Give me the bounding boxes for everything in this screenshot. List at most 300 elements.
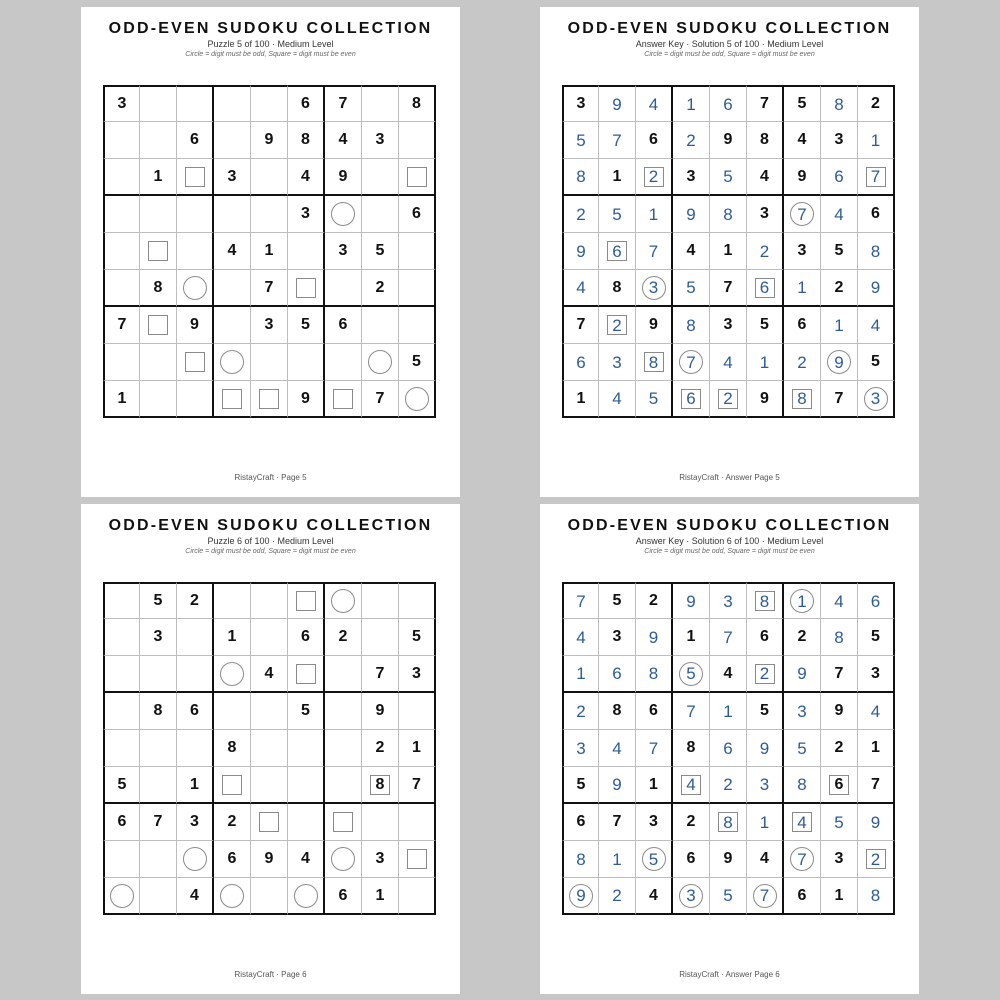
given-digit: 7	[723, 278, 733, 296]
given-digit: 2	[190, 592, 199, 609]
sudoku-grid	[103, 85, 436, 418]
given-digit: 7	[117, 316, 127, 333]
given-digit: 1	[612, 167, 622, 185]
sudoku-cell	[784, 344, 821, 381]
sudoku-cell	[251, 730, 288, 767]
given-digit: 5	[760, 316, 769, 333]
solution-digit: 6	[576, 352, 586, 372]
solution-digit: 3	[686, 886, 696, 905]
sudoku-cell	[747, 767, 784, 804]
sudoku-cell	[288, 878, 325, 915]
answer-page-5	[540, 7, 919, 497]
sudoku-cell	[362, 656, 399, 693]
solution-digit: 9	[759, 738, 770, 758]
given-digit: 6	[301, 628, 310, 645]
sudoku-cell	[673, 730, 710, 767]
solution-digit: 1	[797, 278, 807, 297]
rules-legend: Circle = digit must be odd, Square = digit must be even	[644, 51, 815, 58]
sudoku-cell	[325, 122, 362, 159]
sudoku-cell	[251, 233, 288, 270]
solution-digit: 5	[648, 849, 659, 869]
sudoku-cell	[784, 233, 821, 270]
sudoku-cell	[140, 85, 177, 122]
sudoku-cell	[103, 693, 140, 730]
given-digit: 9	[723, 850, 733, 867]
given-digit: 3	[834, 131, 844, 148]
sudoku-cell	[562, 656, 599, 693]
sudoku-cell	[710, 196, 747, 233]
given-digit: 1	[576, 389, 586, 407]
sudoku-cell	[673, 878, 710, 915]
page-title: ODD-EVEN SUDOKU COLLECTION	[108, 517, 433, 534]
even-square-marker	[185, 352, 205, 372]
sudoku-grid	[103, 582, 436, 915]
sudoku-cell	[858, 730, 895, 767]
sudoku-cell	[599, 159, 636, 196]
given-digit: 4	[301, 850, 310, 867]
even-square-marker	[296, 664, 316, 684]
given-digit: 3	[338, 242, 348, 259]
sudoku-cell	[858, 270, 895, 307]
sudoku-cell	[710, 233, 747, 270]
solution-digit: 9	[612, 94, 622, 114]
sudoku-cell	[821, 804, 858, 841]
solution-digit: 8	[648, 352, 659, 372]
sudoku-cell	[710, 159, 747, 196]
sudoku-cell	[821, 122, 858, 159]
sudoku-cell	[747, 233, 784, 270]
solution-digit: 4	[797, 812, 807, 832]
given-digit: 4	[797, 131, 807, 148]
sudoku-cell	[710, 122, 747, 159]
sudoku-cell	[140, 841, 177, 878]
sudoku-cell	[599, 381, 636, 418]
sudoku-cell	[858, 307, 895, 344]
sudoku-cell	[562, 693, 599, 730]
solution-digit: 6	[834, 167, 844, 186]
sudoku-cell	[599, 85, 636, 122]
sudoku-cell	[599, 693, 636, 730]
sudoku-cell	[858, 381, 895, 418]
sudoku-cell	[784, 656, 821, 693]
given-digit: 8	[686, 739, 696, 756]
solution-digit: 1	[686, 94, 696, 114]
sudoku-cell	[288, 233, 325, 270]
solution-digit: 3	[797, 701, 807, 721]
given-digit: 7	[338, 95, 348, 112]
sudoku-cell	[140, 878, 177, 915]
given-digit: 4	[190, 886, 199, 904]
sudoku-cell	[140, 381, 177, 418]
sudoku-cell	[399, 767, 436, 804]
sudoku-cell	[140, 656, 177, 693]
sudoku-cell	[636, 159, 673, 196]
sudoku-cell	[214, 582, 251, 619]
solution-digit: 5	[648, 389, 659, 408]
given-digit: 3	[686, 167, 696, 185]
sudoku-cell	[784, 582, 821, 619]
solution-digit: 6	[686, 389, 696, 408]
solution-digit: 3	[870, 389, 881, 408]
sudoku-cell	[325, 767, 362, 804]
given-digit: 4	[686, 242, 696, 259]
sudoku-cell	[562, 381, 599, 418]
sudoku-cell	[858, 85, 895, 122]
given-digit: 6	[576, 813, 586, 830]
sudoku-cell	[673, 85, 710, 122]
sudoku-cell	[399, 878, 436, 915]
sudoku-cell	[710, 307, 747, 344]
sudoku-cell	[251, 656, 288, 693]
page-footer: RistayCraft · Page 5	[234, 473, 307, 482]
sudoku-cell	[747, 381, 784, 418]
given-digit: 3	[797, 242, 807, 259]
sudoku-cell	[177, 767, 214, 804]
solution-digit: 2	[686, 130, 696, 150]
even-square-marker	[148, 241, 168, 261]
sudoku-cell	[562, 159, 599, 196]
sudoku-cell	[214, 804, 251, 841]
given-digit: 2	[797, 628, 807, 645]
solution-digit: 2	[723, 389, 733, 408]
solution-digit: 8	[759, 591, 770, 611]
solution-digit: 9	[648, 627, 659, 647]
sudoku-cell	[399, 381, 436, 418]
sudoku-cell	[821, 619, 858, 656]
given-digit: 7	[264, 278, 274, 296]
given-digit: 5	[412, 353, 421, 370]
sudoku-cell	[288, 693, 325, 730]
solution-digit: 5	[723, 886, 733, 905]
sudoku-cell	[821, 270, 858, 307]
sudoku-cell	[399, 841, 436, 878]
sudoku-cell	[103, 270, 140, 307]
given-digit: 2	[649, 592, 658, 609]
solution-digit: 9	[576, 886, 586, 905]
sudoku-cell	[562, 233, 599, 270]
odd-circle-marker	[405, 387, 429, 411]
given-digit: 4	[760, 167, 769, 185]
rules-legend: Circle = digit must be odd, Square = digit must be even	[185, 548, 356, 555]
sudoku-cell	[858, 767, 895, 804]
given-digit: 3	[117, 95, 127, 112]
solution-digit: 1	[723, 701, 733, 721]
sudoku-cell	[858, 196, 895, 233]
sudoku-cell	[636, 582, 673, 619]
sudoku-cell	[673, 767, 710, 804]
sudoku-cell	[325, 693, 362, 730]
solution-digit: 3	[723, 591, 733, 611]
sudoku-cell	[710, 270, 747, 307]
given-digit: 4	[338, 131, 348, 148]
sudoku-cell	[784, 381, 821, 418]
page-subtitle: Answer Key · Solution 6 of 100 · Medium Level	[635, 536, 824, 546]
sudoku-cell	[214, 233, 251, 270]
sudoku-cell	[325, 582, 362, 619]
sudoku-cell	[636, 878, 673, 915]
sudoku-cell	[103, 841, 140, 878]
sudoku-cell	[673, 841, 710, 878]
sudoku-cell	[599, 270, 636, 307]
given-digit: 7	[412, 775, 421, 793]
sudoku-cell	[562, 582, 599, 619]
sudoku-cell	[562, 270, 599, 307]
given-digit: 6	[760, 628, 769, 645]
given-digit: 3	[760, 205, 769, 222]
sudoku-grid	[562, 85, 895, 418]
sudoku-cell	[251, 582, 288, 619]
sudoku-cell	[177, 582, 214, 619]
solution-digit: 8	[648, 664, 659, 683]
given-digit: 8	[301, 131, 310, 148]
page-subtitle: Answer Key · Solution 5 of 100 · Medium Level	[635, 39, 824, 49]
sudoku-cell	[288, 730, 325, 767]
sudoku-cell	[103, 804, 140, 841]
sudoku-cell	[325, 344, 362, 381]
sudoku-cell	[214, 381, 251, 418]
given-digit: 7	[375, 664, 385, 682]
sudoku-cell	[821, 85, 858, 122]
given-digit: 9	[760, 389, 769, 407]
sudoku-cell	[599, 841, 636, 878]
sudoku-cell	[214, 878, 251, 915]
sudoku-cell	[251, 270, 288, 307]
given-digit: 2	[375, 739, 385, 756]
sudoku-cell	[858, 878, 895, 915]
sudoku-cell	[214, 159, 251, 196]
sudoku-cell	[399, 730, 436, 767]
solution-digit: 7	[686, 701, 696, 721]
sudoku-cell	[673, 196, 710, 233]
sudoku-cell	[562, 878, 599, 915]
sudoku-cell	[103, 159, 140, 196]
solution-digit: 2	[759, 241, 770, 261]
sudoku-cell	[177, 270, 214, 307]
puzzle-page-6	[81, 504, 460, 994]
given-digit: 3	[649, 813, 658, 830]
page-title: ODD-EVEN SUDOKU COLLECTION	[567, 20, 892, 37]
solution-digit: 5	[723, 167, 733, 186]
given-digit: 9	[264, 850, 274, 867]
given-digit: 8	[612, 702, 622, 719]
solution-digit: 4	[834, 591, 844, 611]
sudoku-cell	[747, 270, 784, 307]
solution-digit: 5	[834, 812, 844, 832]
given-digit: 1	[686, 628, 696, 645]
sudoku-cell	[784, 85, 821, 122]
sudoku-cell	[288, 619, 325, 656]
sudoku-cell	[177, 804, 214, 841]
given-digit: 3	[153, 628, 163, 645]
sudoku-cell	[140, 233, 177, 270]
sudoku-cell	[103, 196, 140, 233]
sudoku-cell	[636, 122, 673, 159]
sudoku-cell	[103, 344, 140, 381]
sudoku-cell	[362, 582, 399, 619]
given-digit: 9	[797, 167, 807, 185]
sudoku-cell	[562, 122, 599, 159]
solution-digit: 4	[870, 315, 881, 335]
solution-digit: 5	[686, 278, 696, 297]
sudoku-cell	[251, 122, 288, 159]
given-digit: 7	[375, 389, 385, 407]
given-digit: 5	[871, 353, 880, 370]
solution-digit: 2	[612, 315, 622, 335]
odd-circle-marker	[294, 884, 318, 908]
sudoku-cell	[103, 767, 140, 804]
solution-digit: 7	[870, 167, 881, 186]
given-digit: 6	[338, 316, 348, 333]
sudoku-cell	[177, 619, 214, 656]
sudoku-cell	[288, 270, 325, 307]
solution-digit: 2	[759, 664, 770, 683]
given-digit: 1	[375, 886, 385, 904]
sudoku-cell	[177, 344, 214, 381]
given-digit: 3	[723, 316, 733, 333]
given-digit: 5	[412, 628, 421, 645]
solution-digit: 8	[797, 389, 807, 408]
solution-digit: 2	[648, 167, 659, 186]
sudoku-cell	[177, 381, 214, 418]
even-square-marker	[222, 389, 242, 409]
sudoku-cell	[251, 307, 288, 344]
given-digit: 3	[264, 316, 274, 333]
given-digit: 3	[412, 664, 421, 682]
sudoku-cell	[858, 619, 895, 656]
given-digit: 8	[375, 775, 385, 793]
sudoku-cell	[140, 344, 177, 381]
solution-digit: 7	[759, 886, 770, 905]
given-digit: 6	[117, 813, 127, 830]
sudoku-cell	[747, 344, 784, 381]
solution-digit: 5	[797, 738, 807, 758]
sudoku-cell	[362, 159, 399, 196]
sudoku-cell	[251, 381, 288, 418]
solution-digit: 8	[834, 627, 844, 647]
sudoku-cell	[362, 804, 399, 841]
given-digit: 7	[834, 389, 844, 407]
even-square-marker	[407, 167, 427, 187]
given-digit: 8	[153, 278, 163, 296]
given-digit: 6	[797, 886, 807, 904]
sudoku-cell	[784, 196, 821, 233]
sudoku-cell	[784, 159, 821, 196]
given-digit: 4	[760, 850, 769, 867]
sudoku-cell	[325, 730, 362, 767]
given-digit: 5	[834, 242, 844, 259]
sudoku-cell	[710, 656, 747, 693]
even-square-marker	[333, 389, 353, 409]
sudoku-cell	[362, 381, 399, 418]
sudoku-cell	[140, 307, 177, 344]
given-digit: 9	[723, 131, 733, 148]
sudoku-cell	[214, 841, 251, 878]
sudoku-cell	[636, 344, 673, 381]
solution-digit: 2	[612, 886, 622, 905]
given-digit: 3	[301, 205, 310, 222]
given-digit: 2	[834, 739, 844, 756]
sudoku-cell	[288, 196, 325, 233]
sudoku-cell	[214, 122, 251, 159]
sudoku-cell	[103, 122, 140, 159]
sudoku-cell	[636, 804, 673, 841]
given-digit: 6	[227, 850, 237, 867]
sudoku-cell	[599, 656, 636, 693]
sudoku-cell	[710, 582, 747, 619]
given-digit: 7	[612, 813, 622, 830]
sudoku-cell	[821, 767, 858, 804]
sudoku-cell	[821, 381, 858, 418]
even-square-marker	[148, 315, 168, 335]
solution-digit: 4	[834, 204, 844, 224]
sudoku-cell	[103, 619, 140, 656]
sudoku-cell	[140, 804, 177, 841]
given-digit: 8	[227, 739, 237, 756]
sudoku-cell	[599, 344, 636, 381]
given-digit: 6	[190, 702, 199, 719]
given-digit: 6	[190, 131, 199, 148]
sudoku-cell	[399, 196, 436, 233]
given-digit: 5	[301, 316, 310, 333]
given-digit: 5	[153, 592, 163, 609]
sudoku-cell	[399, 307, 436, 344]
sudoku-cell	[251, 344, 288, 381]
solution-digit: 9	[686, 591, 696, 611]
sudoku-cell	[362, 619, 399, 656]
sudoku-cell	[251, 619, 288, 656]
sudoku-cell	[562, 196, 599, 233]
sudoku-cell	[858, 159, 895, 196]
given-digit: 5	[576, 775, 586, 793]
sudoku-cell	[636, 841, 673, 878]
given-digit: 1	[834, 886, 844, 904]
sudoku-cell	[362, 85, 399, 122]
even-square-marker	[296, 278, 316, 298]
given-digit: 5	[375, 242, 385, 259]
solution-digit: 7	[648, 241, 659, 261]
sudoku-cell	[858, 804, 895, 841]
given-digit: 5	[117, 775, 127, 793]
sudoku-cell	[140, 196, 177, 233]
odd-circle-marker	[220, 350, 244, 374]
sudoku-cell	[747, 159, 784, 196]
sudoku-cell	[177, 730, 214, 767]
sudoku-cell	[325, 307, 362, 344]
sudoku-cell	[710, 381, 747, 418]
sudoku-cell	[140, 159, 177, 196]
sudoku-cell	[362, 196, 399, 233]
solution-digit: 6	[870, 591, 881, 611]
sudoku-cell	[140, 730, 177, 767]
sudoku-cell	[673, 159, 710, 196]
sudoku-cell	[140, 270, 177, 307]
page-footer: RistayCraft · Page 6	[234, 970, 307, 979]
solution-digit: 5	[612, 204, 622, 224]
solution-digit: 9	[870, 278, 881, 297]
solution-digit: 2	[723, 775, 733, 794]
solution-digit: 8	[834, 94, 844, 114]
odd-circle-marker	[331, 589, 355, 613]
even-square-marker	[185, 167, 205, 187]
sudoku-cell	[251, 767, 288, 804]
page-footer: RistayCraft · Answer Page 5	[679, 473, 780, 482]
solution-digit: 2	[797, 352, 807, 372]
solution-digit: 9	[870, 812, 881, 832]
sudoku-cell	[599, 767, 636, 804]
sudoku-cell	[858, 693, 895, 730]
solution-digit: 3	[576, 738, 586, 758]
sudoku-cell	[214, 730, 251, 767]
